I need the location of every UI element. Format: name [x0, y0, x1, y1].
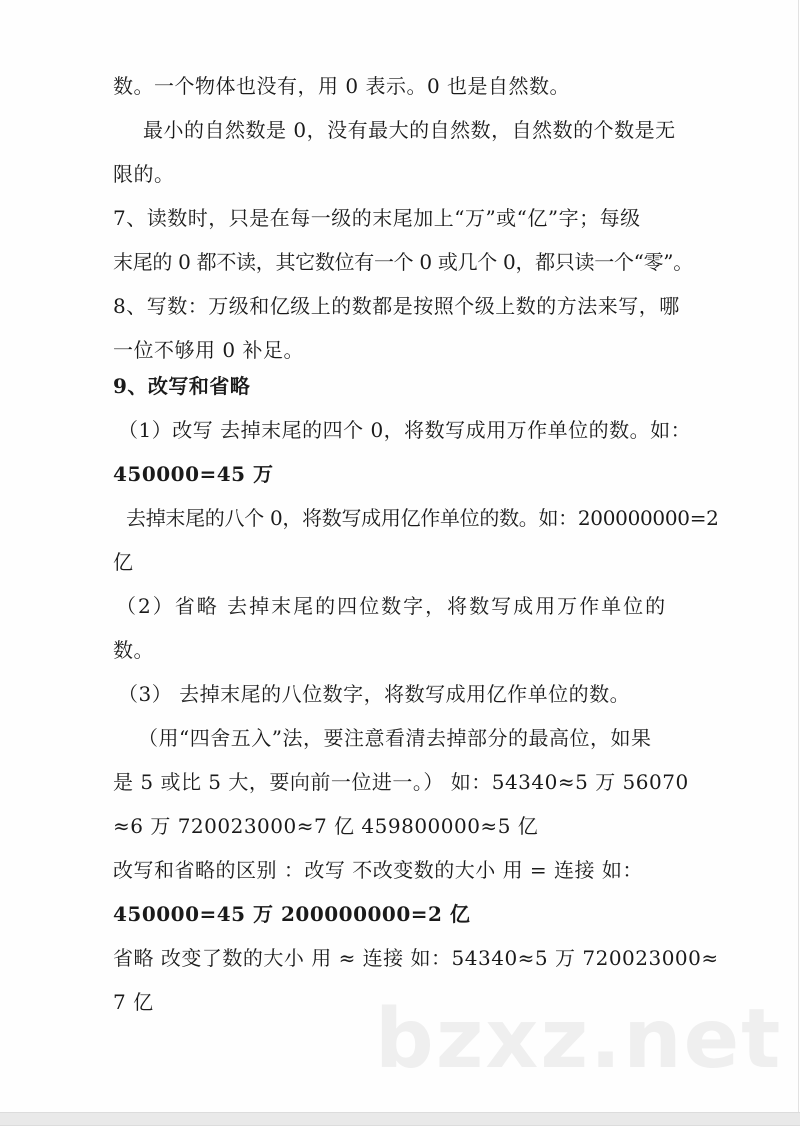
- text-line: 末尾的 0 都不读，其它数位有一个 0 或几个 0，都只读一个“零”。: [113, 250, 693, 274]
- section-8-heading: 8、写数：万级和亿级上的数都是按照个级上数的方法来写，哪: [113, 294, 680, 318]
- text-line: （2）省略 去掉末尾的四位数字，将数写成用万作单位的: [116, 594, 668, 618]
- text-line: 去掉末尾的八个 0，将数写成用亿作单位的数。如：200000000=2: [126, 506, 719, 530]
- text-line: （用“四舍五入”法，要注意看清去掉部分的最高位，如果: [138, 726, 652, 750]
- text-line: 7 亿: [113, 990, 154, 1014]
- watermark: bzxz.net: [375, 992, 783, 1087]
- text-line: 数。: [113, 638, 154, 662]
- text-line: ≈6 万 720023000≈7 亿 459800000≈5 亿: [113, 814, 539, 838]
- example-line: 450000=45 万 200000000=2 亿: [113, 902, 471, 926]
- text-line: 限的。: [113, 162, 175, 186]
- section-9-heading: 9、改写和省略: [113, 374, 251, 398]
- text-line: 一位不够用 0 补足。: [113, 338, 304, 362]
- text-line: （1）改写 去掉末尾的四个 0，将数写成用万作单位的数。如：: [118, 418, 692, 442]
- text-line: 是 5 或比 5 大，要向前一位进一。） 如：54340≈5 万 56070: [113, 770, 689, 794]
- text-line: 改写和省略的区别 ：改写 不改变数的大小 用 = 连接 如：: [113, 858, 643, 882]
- text-line: （3） 去掉末尾的八位数字，将数写成用亿作单位的数。: [118, 682, 631, 706]
- text-line: 最小的自然数是 0，没有最大的自然数，自然数的个数是无: [143, 118, 676, 142]
- section-7-heading: 7、读数时，只是在每一级的末尾加上“万”或“亿”字；每级: [113, 206, 641, 230]
- page-separator: [0, 1112, 800, 1126]
- text-line: 亿: [113, 550, 134, 574]
- example-line: 450000=45 万: [113, 462, 274, 486]
- text-line: 数。一个物体也没有，用 0 表示。0 也是自然数。: [113, 74, 571, 98]
- text-line: 省略 改变了数的大小 用 ≈ 连接 如：54340≈5 万 720023000≈: [113, 946, 719, 970]
